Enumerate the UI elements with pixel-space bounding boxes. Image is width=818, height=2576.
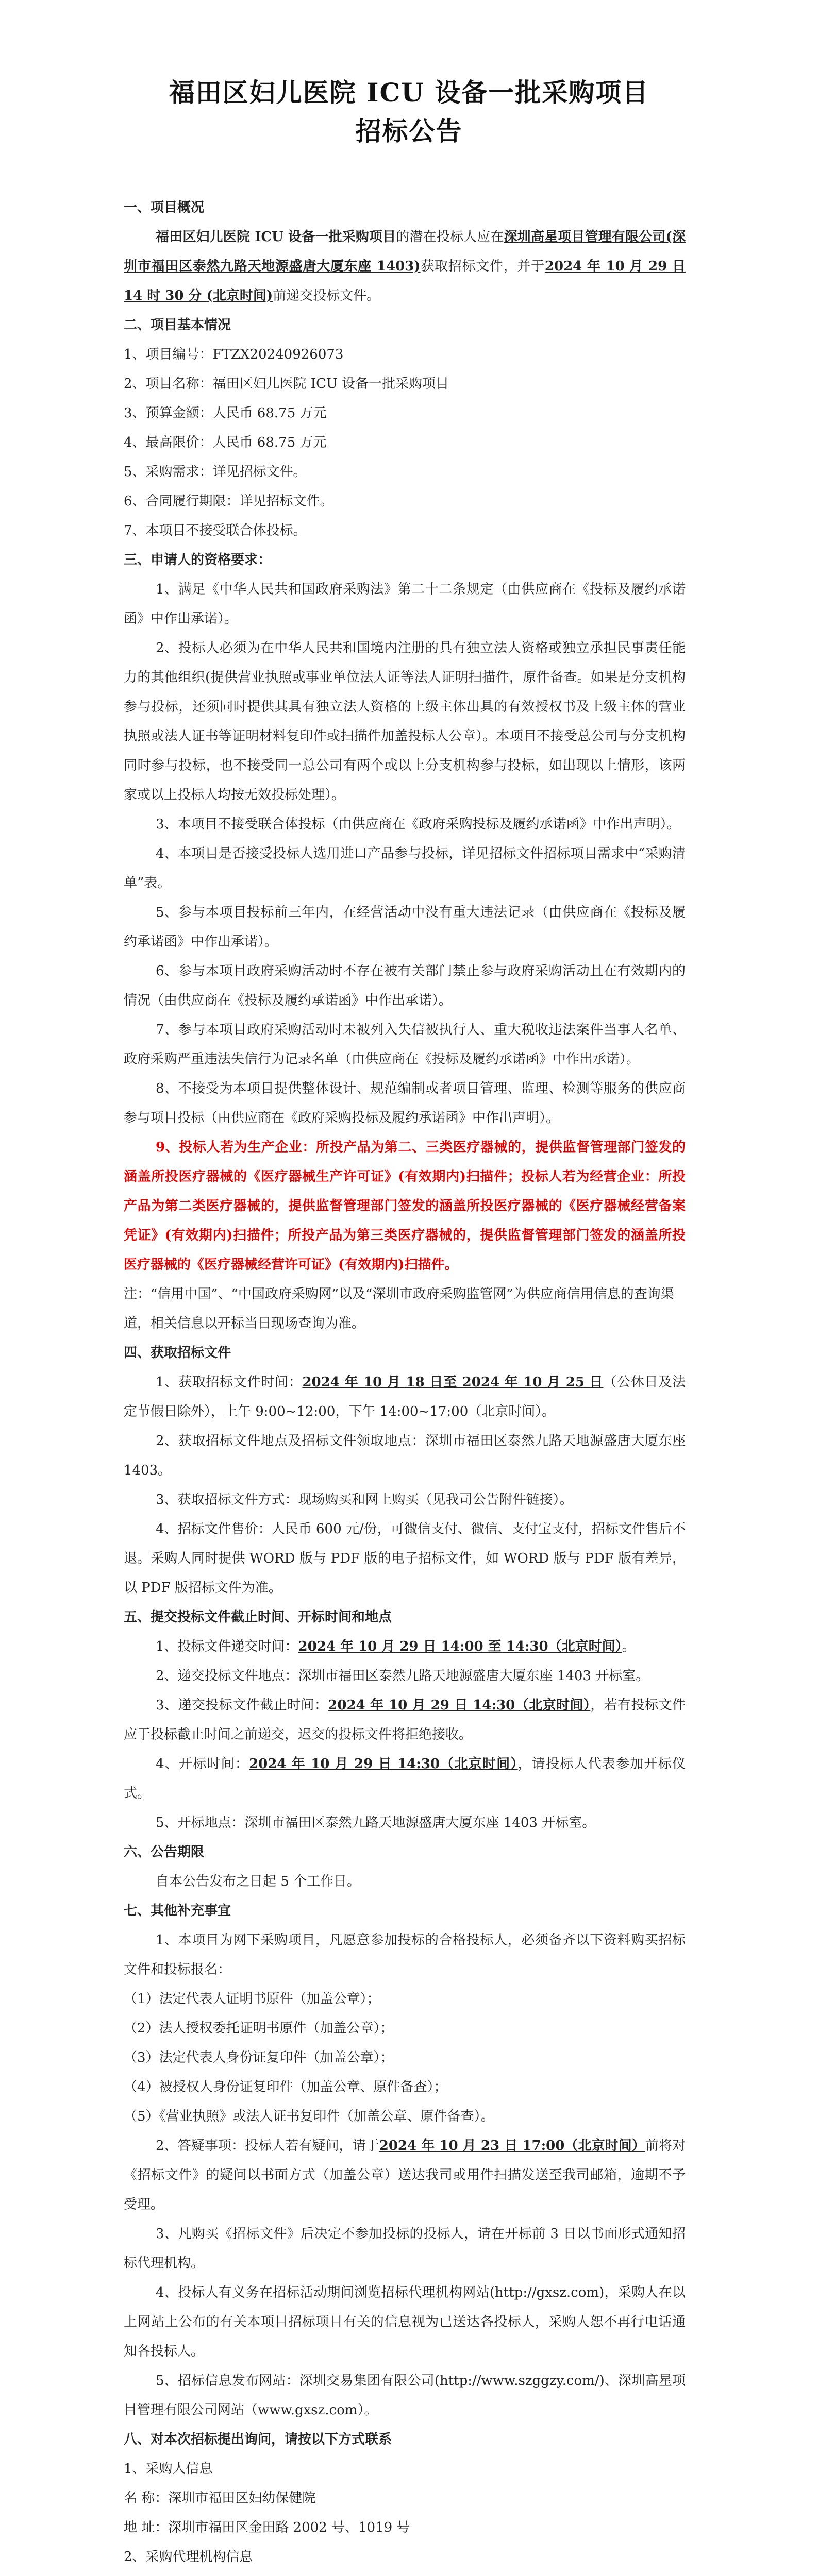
basic-info-item: 5、采购需求：详见招标文件。 <box>124 464 307 480</box>
section-heading-basic-info: 二、项目基本情况 <box>124 317 231 333</box>
submission-time-end: 。 <box>622 1639 636 1654</box>
qa-detail: 前将对《招标文件》的疑问以书面方式（加盖公章）送达我司或用件扫描发送至我司邮箱，逾期不予受理。 <box>124 2138 686 2212</box>
required-document: （3）法定代表人身份证复印件（加盖公章）； <box>124 2050 394 2065</box>
qualification-item: 5、参与本项目投标前三年内，在经营活动中没有重大违法记录（由供应商在《投标及履约承诺函》中作出承诺）。 <box>124 905 686 950</box>
qualification-item: 7、参与本项目政府采购活动时未被列入失信被执行人、重大税收违法案件当事人名单、政府采购严重违法失信行为记录名单（由供应商在《投标及履约承诺函》中作出承诺）。 <box>124 1022 686 1067</box>
section-heading-qualifications: 三、申请人的资格要求： <box>124 552 272 568</box>
obtain-time <box>124 1368 686 1427</box>
section-heading-overview: 一、项目概况 <box>124 200 205 215</box>
project-name: 福田区妇儿医院 ICU 设备一批采购项目 <box>156 229 396 245</box>
overview-paragraph <box>124 223 686 311</box>
opening-location: 5、开标地点：深圳市福田区泰然九路天地源盛唐大厦东座 1403 开标室。 <box>156 1815 596 1831</box>
submission-time-value: 2024 年 10 月 29 日 14:00 至 14:30（北京时间） <box>298 1639 622 1654</box>
overview-text: 前递交投标文件。 <box>273 288 380 303</box>
credit-note: 注：“信用中国”、“中国政府采购网”以及“深圳市政府采购监管网”为供应商信用信息的查询渠道，相关信息以开标当日现场查询为准。 <box>124 1286 674 1331</box>
required-document: （1）法定代表人证明书原件（加盖公章）； <box>124 1991 380 2007</box>
opening-time-detail: ，请投标人代表参加开标仪式。 <box>124 1756 686 1801</box>
section-heading-submission: 五、提交投标文件截止时间、开标时间和地点 <box>124 1609 392 1625</box>
qualification-item: 4、本项目是否接受投标人选用进口产品参与投标，详见招标文件招标项目需求中“采购清单”表。 <box>124 846 686 891</box>
other-matter-item: 4、投标人有义务在招标活动期间浏览招标代理机构网站(http://gxsz.com)，采购人在以上网站上公布的有关本项目招标项目有关的信息视为已送达各投标人，采购人恕不再行电话通知各投标人。 <box>124 2285 686 2359</box>
section-heading-other-matters: 七、其他补充事宜 <box>124 1903 231 1919</box>
basic-info-item: 2、项目名称：福田区妇儿医院 ICU 设备一批采购项目 <box>124 376 449 392</box>
qualification-item: 1、满足《中华人民共和国政府采购法》第二十二条规定（由供应商在《投标及履约承诺函》中作出承诺）。 <box>124 582 686 626</box>
submission-time <box>124 1632 686 1662</box>
overview-text: 获取招标文件，并于 <box>420 259 545 274</box>
obtain-location: 2、获取招标文件地点及招标文件领取地点：深圳市福田区泰然九路天地源盛唐大厦东座 1403。 <box>124 1433 686 1478</box>
qa-label: 2、答疑事项：投标人若有疑问，请于 <box>156 2138 379 2154</box>
opening-time <box>124 1750 686 1808</box>
basic-info-item: 3、预算金额：人民币 68.75 万元 <box>124 405 327 421</box>
basic-info-item: 1、项目编号：FTZX20240926073 <box>124 347 344 362</box>
deadline: 2024 年 10 月 29 日 14 时 30 分 (北京时间) <box>124 259 686 303</box>
document-price: 4、招标文件售价：人民币 600 元/份，可微信支付、微信、支付宝支付，招标文件售后不退。采购人同时提供 WORD 版与 PDF 版的电子招标文件，如 WORD 版与 PDF 版有差异，以 PDF 版招标文件为准。 <box>124 1521 686 1596</box>
section-heading-contact: 八、对本次招标提出询问，请按以下方式联系 <box>124 2432 392 2447</box>
submission-deadline-label: 3、递交投标文件截止时间： <box>156 1698 328 1713</box>
opening-time-value: 2024 年 10 月 29 日 14:30（北京时间） <box>249 1756 518 1772</box>
basic-info-item: 4、最高限价：人民币 68.75 万元 <box>124 435 327 450</box>
contact-subheading: 1、采购人信息 <box>124 2461 213 2477</box>
document-title-line2: 招标公告 <box>355 116 463 146</box>
submission-deadline-value: 2024 年 10 月 29 日 14:30（北京时间） <box>328 1698 591 1713</box>
opening-time-label: 4、开标时间： <box>156 1756 249 1772</box>
qa-matter <box>124 2131 686 2219</box>
obtain-time-detail: （公休日及法定节假日除外），上午 9:00~12:00，下午 14:00~17:00（北京时间）。 <box>124 1375 686 1419</box>
obtain-time-label: 1、获取招标文件时间： <box>156 1375 303 1390</box>
document-title-line1: 福田区妇儿医院 ICU 设备一批采购项目 <box>169 77 649 108</box>
other-matter-item: 5、招标信息发布网站：深圳交易集团有限公司(http://www.szggzy.com/)、深圳高星项目管理有限公司网站（www.gxsz.com）。 <box>124 2373 686 2418</box>
agency-name <box>124 2572 686 2576</box>
required-document: （4）被授权人身份证复印件（加盖公章、原件备查）； <box>124 2079 447 2095</box>
basic-info-item: 7、本项目不接受联合体投标。 <box>124 523 307 538</box>
qualification-item: 2、投标人必须为在中华人民共和国境内注册的具有独立法人资格或独立承担民事责任能力的其他组织(提供营业执照或事业单位法人证等法人证明扫描件，原件备查。如果是分支机构参与投标，还须同时提供其具有独立法人资格的上级主体出具的有效授权书及上级主体的营业执照或法人证书等证明材料复印件或扫描件加盖投标人公章）。本项目不接受总公司与分支机构同时参与投标，也不接受同一总公司有两个或以上分支机构参与投标，如出现以上情形，该两家或以上投标人均按无效投标处理）。 <box>124 640 686 803</box>
submission-deadline-detail: ，若有投标文件应于投标截止时间之前递交，迟交的投标文件将拒绝接收。 <box>124 1698 686 1742</box>
obtain-method: 3、获取招标文件方式：现场购买和网上购买（见我司公告附件链接）。 <box>156 1492 573 1507</box>
agency-address: 深圳高星项目管理有限公司(深圳市福田区泰然九路天地源盛唐大厦东座 1403) <box>124 229 686 274</box>
overview-text: 的潜在投标人应在 <box>396 229 504 245</box>
other-matter-item: 3、凡购买《招标文件》后决定不参加投标的投标人，请在开标前 3 日以书面形式通知招标代理机构。 <box>124 2226 686 2271</box>
qualification-item-highlighted: 9、投标人若为生产企业：所投产品为第二、三类医疗器械的，提供监督管理部门签发的涵盖所投医疗器械的《医疗器械生产许可证》(有效期内)扫描件；投标人若为经营企业：所投产品为第二类医疗器械的，提供监督管理部门签发的涵盖所投医疗器械的《医疗器械经营备案凭证》(有效期内)扫描件；所投产品为第三类医疗器械的，提供监督管理部门签发的涵盖所投医疗器械的《医疗器械经营许可证》(有效期内)扫描件。 <box>124 1140 686 1273</box>
obtain-time-range: 2024 年 10 月 18 日至 2024 年 10 月 25 日 <box>302 1375 604 1390</box>
document-body <box>124 193 686 2576</box>
purchaser-address: 地 址：深圳市福田区金田路 2002 号、1019 号 <box>124 2520 410 2535</box>
qualification-item: 3、本项目不接受联合体投标（由供应商在《政府采购投标及履约承诺函》中作出声明）。 <box>156 817 680 832</box>
qualification-item: 6、参与本项目政府采购活动时不存在被有关部门禁止参与政府采购活动且在有效期内的情况（由供应商在《投标及履约承诺函》中作出承诺）。 <box>124 963 686 1008</box>
qualification-item: 8、不接受为本项目提供整体设计、规范编制或者项目管理、监理、检测等服务的供应商参与项目投标（由供应商在《政府采购投标及履约承诺函》中作出声明）。 <box>124 1081 686 1126</box>
notice-period-text: 自本公告发布之日起 5 个工作日。 <box>156 1874 361 1889</box>
qa-deadline: 2024 年 10 月 23 日 17:00（北京时间） <box>379 2138 645 2154</box>
purchaser-name: 名 称：深圳市福田区妇幼保健院 <box>124 2490 316 2506</box>
submission-deadline <box>124 1691 686 1750</box>
submission-time-label: 1、投标文件递交时间： <box>156 1639 298 1654</box>
basic-info-item: 6、合同履行期限：详见招标文件。 <box>124 494 333 509</box>
submission-location: 2、递交投标文件地点：深圳市福田区泰然九路天地源盛唐大厦东座 1403 开标室。 <box>156 1668 649 1684</box>
required-document: （2）法人授权委托证明书原件（加盖公章）； <box>124 2021 394 2036</box>
other-matter-item: 1、本项目为网下采购项目，凡愿意参加投标的合格投标人，必须备齐以下资料购买招标文件和投标报名： <box>124 1933 686 1977</box>
section-heading-obtain-documents: 四、获取招标文件 <box>124 1345 231 1361</box>
section-heading-notice-period: 六、公告期限 <box>124 1844 205 1860</box>
required-document: （5）《营业执照》或法人证书复印件（加盖公章、原件备查）。 <box>124 2109 494 2124</box>
contact-subheading: 2、采购代理机构信息 <box>124 2549 253 2565</box>
